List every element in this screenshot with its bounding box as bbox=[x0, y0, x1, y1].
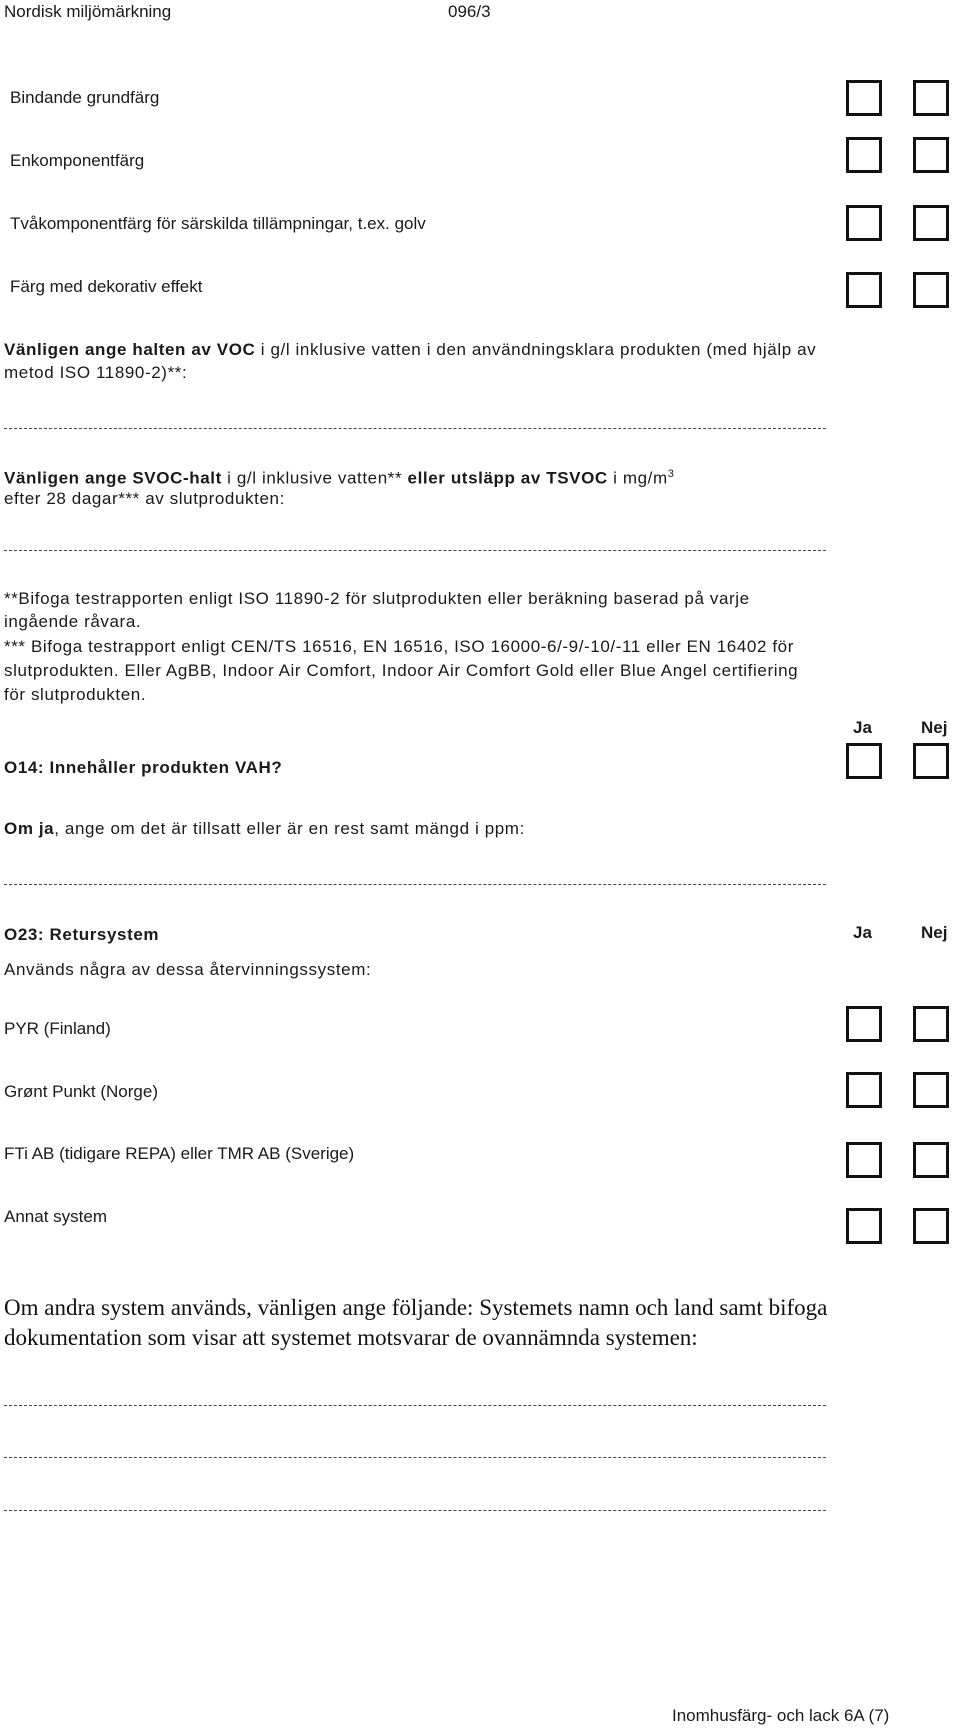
other-system-answer-line[interactable] bbox=[4, 1405, 826, 1406]
o14-question-text: , ange om det är tillsatt eller är en rest samt mängd i ppm: bbox=[54, 819, 525, 838]
o23-question: Används några av dessa återvinningssystem: bbox=[4, 960, 372, 979]
paint-type-label: Tvåkomponentfärg för särskilda tillämpningar, t.ex. golv bbox=[10, 214, 426, 233]
tsvoc-question-bold: eller utsläpp av TSVOC bbox=[407, 468, 608, 488]
paint-type-yes-checkbox[interactable] bbox=[846, 205, 882, 241]
no-column-header: Nej bbox=[921, 923, 948, 942]
voc-question-bold: Vänligen ange halten av VOC bbox=[4, 340, 256, 359]
o14-answer-line[interactable] bbox=[4, 884, 826, 885]
unit-superscript: 3 bbox=[667, 468, 675, 480]
paint-type-no-checkbox[interactable] bbox=[913, 137, 949, 173]
paint-type-yes-checkbox[interactable] bbox=[846, 137, 882, 173]
svoc-answer-line[interactable] bbox=[4, 550, 826, 551]
paint-type-yes-checkbox[interactable] bbox=[846, 272, 882, 308]
return-system-label: FTi AB (tidigare REPA) eller TMR AB (Sverige) bbox=[4, 1144, 355, 1163]
grønt-punkt-yes-checkbox[interactable] bbox=[846, 1072, 882, 1108]
o14-question bbox=[4, 817, 525, 840]
o23-title: O23: Retursystem bbox=[4, 925, 160, 944]
other-system-no-checkbox[interactable] bbox=[913, 1208, 949, 1244]
paint-type-no-checkbox[interactable] bbox=[913, 80, 949, 116]
o14-no-checkbox[interactable] bbox=[913, 743, 949, 779]
yes-column-header: Ja bbox=[853, 923, 872, 942]
o14-question-bold: Om ja bbox=[4, 819, 55, 838]
svoc-unit-text: i mg/m bbox=[607, 468, 668, 488]
paint-type-yes-checkbox[interactable] bbox=[846, 80, 882, 116]
other-system-instructions: Om andra system används, vänligen ange följande: Systemets namn och land samt bifoga dokumentation som visar att systemet motsvarar de ovannämnda systemen: bbox=[4, 1295, 828, 1350]
other-system-yes-checkbox[interactable] bbox=[846, 1208, 882, 1244]
voc-question bbox=[4, 338, 864, 384]
return-system-label: Annat system bbox=[4, 1207, 107, 1226]
other-system-answer-line[interactable] bbox=[4, 1457, 826, 1458]
paint-type-no-checkbox[interactable] bbox=[913, 272, 949, 308]
voc-answer-line[interactable] bbox=[4, 428, 826, 429]
paint-type-label: Bindande grundfärg bbox=[10, 88, 160, 107]
paint-type-label: Enkomponentfärg bbox=[10, 151, 145, 170]
svoc-question-text: i g/l inklusive vatten** bbox=[221, 468, 408, 488]
other-system-answer-line[interactable] bbox=[4, 1510, 826, 1511]
voc-question-text: i g/l inklusive vatten i den användningsklara produkten (med hjälp av metod ISO 11890-2)**: bbox=[4, 340, 817, 382]
return-system-label: Grønt Punkt (Norge) bbox=[4, 1082, 158, 1101]
document-code: 096/3 bbox=[448, 2, 491, 21]
paint-type-no-checkbox[interactable] bbox=[913, 205, 949, 241]
fti-no-checkbox[interactable] bbox=[913, 1142, 949, 1178]
paint-type-label: Färg med dekorativ effekt bbox=[10, 277, 203, 296]
fti-yes-checkbox[interactable] bbox=[846, 1142, 882, 1178]
page-footer: Inomhusfärg- och lack 6A (7) bbox=[672, 1706, 890, 1725]
document-title: Nordisk miljömärkning bbox=[4, 2, 172, 21]
pyr-yes-checkbox[interactable] bbox=[846, 1006, 882, 1042]
o14-yes-checkbox[interactable] bbox=[846, 743, 882, 779]
grønt-punkt-no-checkbox[interactable] bbox=[913, 1072, 949, 1108]
o14-title: O14: Innehåller produkten VAH? bbox=[4, 758, 283, 777]
yes-column-header: Ja bbox=[853, 718, 872, 737]
return-system-label: PYR (Finland) bbox=[4, 1019, 111, 1038]
footnote-voc: **Bifoga testrapporten enligt ISO 11890-2 för slutprodukten eller beräkning baserad på varje ingående råvara. bbox=[4, 589, 750, 631]
svoc-question-line2: efter 28 dagar*** av slutprodukten: bbox=[4, 489, 285, 508]
footnote-svoc: *** Bifoga testrapport enligt CEN/TS 16516, EN 16516, ISO 16000-6/-9/-10/-11 eller EN 16402 för slutprodukten. Eller AgBB, Indoor Air Comfort, Indoor Air Comfort Gold eller Blue Angel certifiering för slutprodukten. bbox=[4, 637, 799, 704]
svoc-question bbox=[4, 463, 674, 490]
pyr-no-checkbox[interactable] bbox=[913, 1006, 949, 1042]
svoc-question-bold: Vänligen ange SVOC-halt bbox=[4, 468, 222, 488]
no-column-header: Nej bbox=[921, 718, 948, 737]
